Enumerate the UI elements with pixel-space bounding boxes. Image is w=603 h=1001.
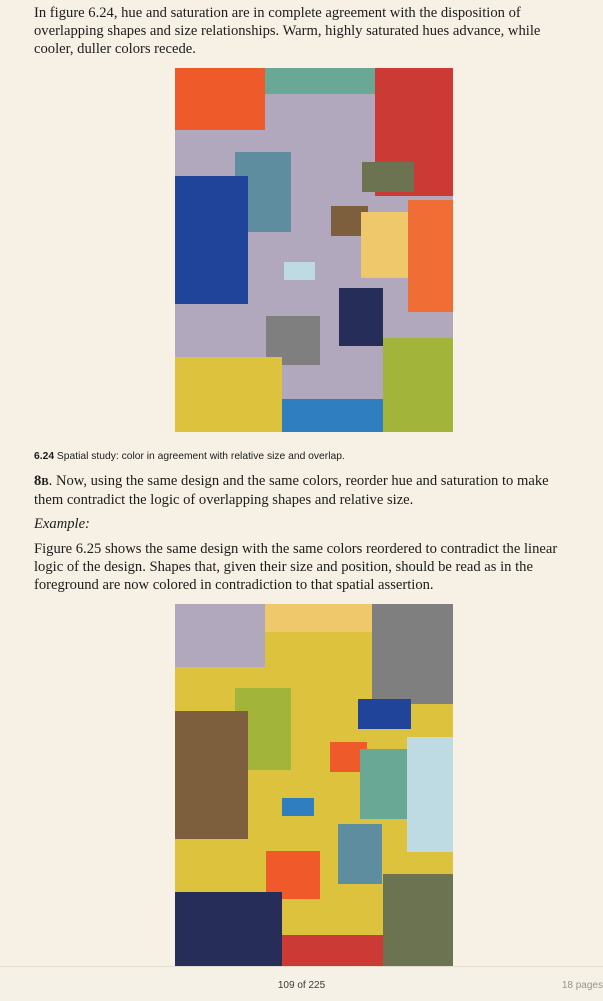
reader-footer [0,966,603,1001]
page-indicator: 109 of 225 [277,980,326,991]
figure-6-25-image [175,604,453,966]
figure-caption [34,451,345,462]
step-number-digit: 8 [34,473,42,489]
figure-6-25-paragraph: Figure 6.25 shows the same design with the same colors reordered to contradict the linear logic of the design. Shapes that, given their size and position, should be read as in the foreground are now colored in contradiction to that spatial assertion. [34,541,558,593]
pages-left-in-chapter: 18 pages [561,980,603,991]
figure-6-24-image [175,68,453,432]
step-number-letter: B [41,476,49,488]
step-paragraph [34,472,574,509]
intro-paragraph: In figure 6.24, hue and saturation are in complete agreement with the disposition of overlapping shapes and size relationships. Warm, highly saturated hues advance, while cooler, duller colors recede. [34,5,541,57]
step-number [34,473,49,489]
step-text: . Now, using the same design and the same colors, reorder hue and saturation to make them contradict the logic of overlapping shapes and relative size. [34,473,549,508]
caption-number: 6.24 [34,451,55,462]
caption-text: Spatial study: color in agreement with relative size and overlap. [54,451,345,462]
example-heading: Example: [34,516,90,532]
